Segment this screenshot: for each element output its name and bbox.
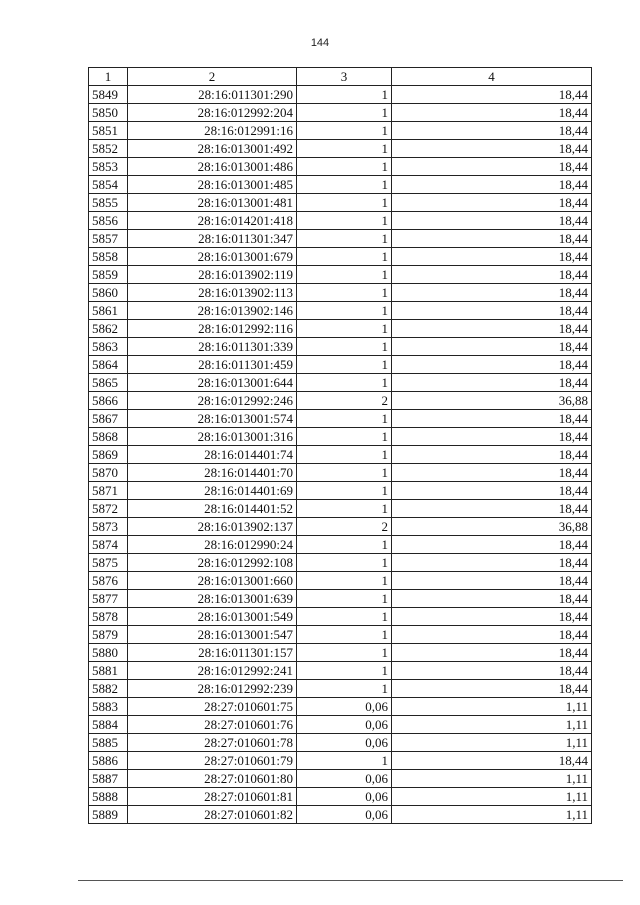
amount-cell: 18,44	[392, 356, 592, 374]
cadastral-number-cell: 28:16:012992:108	[128, 554, 297, 572]
quantity-cell: 0,06	[297, 716, 392, 734]
table-row	[89, 158, 592, 176]
cadastral-number-cell: 28:27:010601:76	[128, 716, 297, 734]
row-number-cell: 5854	[89, 176, 128, 194]
cadastral-number-cell: 28:27:010601:79	[128, 752, 297, 770]
amount-cell: 36,88	[392, 392, 592, 410]
row-number-cell: 5866	[89, 392, 128, 410]
row-number-cell: 5874	[89, 536, 128, 554]
cadastral-number-cell: 28:16:012992:241	[128, 662, 297, 680]
quantity-cell: 1	[297, 680, 392, 698]
table-row	[89, 86, 592, 104]
quantity-cell: 1	[297, 194, 392, 212]
quantity-cell: 0,06	[297, 698, 392, 716]
table-row	[89, 284, 592, 302]
quantity-cell: 0,06	[297, 770, 392, 788]
cadastral-number-cell: 28:16:011301:290	[128, 86, 297, 104]
amount-cell: 1,11	[392, 770, 592, 788]
amount-cell: 1,11	[392, 788, 592, 806]
amount-cell: 1,11	[392, 698, 592, 716]
amount-cell: 18,44	[392, 122, 592, 140]
cadastral-number-cell: 28:16:013902:137	[128, 518, 297, 536]
table-row	[89, 248, 592, 266]
row-number-cell: 5856	[89, 212, 128, 230]
amount-cell: 1,11	[392, 806, 592, 824]
quantity-cell: 1	[297, 608, 392, 626]
amount-cell: 18,44	[392, 248, 592, 266]
cadastral-number-cell: 28:16:014401:70	[128, 464, 297, 482]
quantity-cell: 1	[297, 86, 392, 104]
cadastral-number-cell: 28:16:011301:347	[128, 230, 297, 248]
cadastral-number-cell: 28:16:011301:459	[128, 356, 297, 374]
table-row	[89, 482, 592, 500]
row-number-cell: 5851	[89, 122, 128, 140]
quantity-cell: 0,06	[297, 788, 392, 806]
cadastral-number-cell: 28:16:013001:547	[128, 626, 297, 644]
amount-cell: 18,44	[392, 662, 592, 680]
amount-cell: 18,44	[392, 194, 592, 212]
table-body	[89, 86, 592, 824]
row-number-cell: 5858	[89, 248, 128, 266]
table-row	[89, 788, 592, 806]
quantity-cell: 0,06	[297, 734, 392, 752]
row-number-cell: 5886	[89, 752, 128, 770]
table-row	[89, 716, 592, 734]
column-header-4: 4	[392, 68, 592, 86]
quantity-cell: 1	[297, 320, 392, 338]
row-number-cell: 5863	[89, 338, 128, 356]
amount-cell: 18,44	[392, 230, 592, 248]
row-number-cell: 5882	[89, 680, 128, 698]
row-number-cell: 5881	[89, 662, 128, 680]
amount-cell: 36,88	[392, 518, 592, 536]
quantity-cell: 1	[297, 572, 392, 590]
amount-cell: 18,44	[392, 338, 592, 356]
cadastral-number-cell: 28:16:013001:639	[128, 590, 297, 608]
amount-cell: 18,44	[392, 482, 592, 500]
quantity-cell: 1	[297, 482, 392, 500]
cadastral-number-cell: 28:16:013902:119	[128, 266, 297, 284]
table-row	[89, 230, 592, 248]
quantity-cell: 1	[297, 662, 392, 680]
bottom-rule	[78, 880, 623, 881]
cadastral-number-cell: 28:16:012992:116	[128, 320, 297, 338]
table-row	[89, 266, 592, 284]
table-row	[89, 500, 592, 518]
row-number-cell: 5887	[89, 770, 128, 788]
header-row	[89, 68, 592, 86]
quantity-cell: 1	[297, 212, 392, 230]
cadastral-number-cell: 28:16:014401:69	[128, 482, 297, 500]
row-number-cell: 5864	[89, 356, 128, 374]
quantity-cell: 1	[297, 176, 392, 194]
row-number-cell: 5862	[89, 320, 128, 338]
quantity-cell: 1	[297, 284, 392, 302]
amount-cell: 18,44	[392, 446, 592, 464]
row-number-cell: 5876	[89, 572, 128, 590]
row-number-cell: 5861	[89, 302, 128, 320]
amount-cell: 18,44	[392, 176, 592, 194]
quantity-cell: 1	[297, 626, 392, 644]
quantity-cell: 1	[297, 374, 392, 392]
amount-cell: 18,44	[392, 536, 592, 554]
quantity-cell: 0,06	[297, 806, 392, 824]
amount-cell: 1,11	[392, 734, 592, 752]
row-number-cell: 5878	[89, 608, 128, 626]
quantity-cell: 1	[297, 554, 392, 572]
quantity-cell: 1	[297, 644, 392, 662]
amount-cell: 18,44	[392, 500, 592, 518]
amount-cell: 18,44	[392, 752, 592, 770]
table-row	[89, 446, 592, 464]
table-row	[89, 338, 592, 356]
table-row	[89, 662, 592, 680]
cadastral-number-cell: 28:16:011301:157	[128, 644, 297, 662]
table-row	[89, 536, 592, 554]
row-number-cell: 5888	[89, 788, 128, 806]
cadastral-number-cell: 28:16:013001:486	[128, 158, 297, 176]
cadastral-number-cell: 28:16:014201:418	[128, 212, 297, 230]
amount-cell: 18,44	[392, 644, 592, 662]
table-row	[89, 554, 592, 572]
cadastral-number-cell: 28:27:010601:80	[128, 770, 297, 788]
table-row	[89, 194, 592, 212]
table-row	[89, 752, 592, 770]
table-row	[89, 608, 592, 626]
quantity-cell: 1	[297, 140, 392, 158]
table-row	[89, 680, 592, 698]
row-number-cell: 5872	[89, 500, 128, 518]
quantity-cell: 1	[297, 338, 392, 356]
table-row	[89, 140, 592, 158]
row-number-cell: 5860	[89, 284, 128, 302]
cadastral-number-cell: 28:16:013001:481	[128, 194, 297, 212]
table-row	[89, 644, 592, 662]
table-row	[89, 122, 592, 140]
cadastral-number-cell: 28:16:014401:52	[128, 500, 297, 518]
cadastral-number-cell: 28:16:013001:574	[128, 410, 297, 428]
table-row	[89, 428, 592, 446]
table-row	[89, 770, 592, 788]
cadastral-number-cell: 28:16:013001:679	[128, 248, 297, 266]
table-row	[89, 590, 592, 608]
cadastral-number-cell: 28:27:010601:82	[128, 806, 297, 824]
amount-cell: 18,44	[392, 320, 592, 338]
row-number-cell: 5877	[89, 590, 128, 608]
amount-cell: 18,44	[392, 608, 592, 626]
quantity-cell: 1	[297, 266, 392, 284]
row-number-cell: 5879	[89, 626, 128, 644]
cadastral-number-cell: 28:16:012991:16	[128, 122, 297, 140]
table-row	[89, 392, 592, 410]
cadastral-number-cell: 28:16:013001:660	[128, 572, 297, 590]
row-number-cell: 5868	[89, 428, 128, 446]
row-number-cell: 5885	[89, 734, 128, 752]
row-number-cell: 5873	[89, 518, 128, 536]
cadastral-number-cell: 28:16:012990:24	[128, 536, 297, 554]
quantity-cell: 1	[297, 104, 392, 122]
amount-cell: 18,44	[392, 302, 592, 320]
table-row	[89, 698, 592, 716]
quantity-cell: 1	[297, 248, 392, 266]
table-row	[89, 320, 592, 338]
cadastral-number-cell: 28:27:010601:75	[128, 698, 297, 716]
quantity-cell: 1	[297, 536, 392, 554]
row-number-cell: 5869	[89, 446, 128, 464]
cadastral-number-cell: 28:27:010601:81	[128, 788, 297, 806]
amount-cell: 18,44	[392, 86, 592, 104]
quantity-cell: 1	[297, 590, 392, 608]
column-header-3: 3	[297, 68, 392, 86]
row-number-cell: 5880	[89, 644, 128, 662]
cadastral-number-cell: 28:16:012992:239	[128, 680, 297, 698]
row-number-cell: 5871	[89, 482, 128, 500]
row-number-cell: 5859	[89, 266, 128, 284]
cadastral-number-cell: 28:16:014401:74	[128, 446, 297, 464]
row-number-cell: 5857	[89, 230, 128, 248]
row-number-cell: 5853	[89, 158, 128, 176]
row-number-cell: 5850	[89, 104, 128, 122]
cadastral-number-cell: 28:16:012992:246	[128, 392, 297, 410]
row-number-cell: 5884	[89, 716, 128, 734]
row-number-cell: 5867	[89, 410, 128, 428]
amount-cell: 1,11	[392, 716, 592, 734]
amount-cell: 18,44	[392, 158, 592, 176]
table-row	[89, 806, 592, 824]
table-row	[89, 374, 592, 392]
row-number-cell: 5852	[89, 140, 128, 158]
quantity-cell: 2	[297, 392, 392, 410]
quantity-cell: 1	[297, 428, 392, 446]
quantity-cell: 1	[297, 752, 392, 770]
row-number-cell: 5849	[89, 86, 128, 104]
amount-cell: 18,44	[392, 554, 592, 572]
table-row	[89, 626, 592, 644]
amount-cell: 18,44	[392, 266, 592, 284]
quantity-cell: 1	[297, 446, 392, 464]
amount-cell: 18,44	[392, 626, 592, 644]
column-header-1: 1	[89, 68, 128, 86]
cadastral-number-cell: 28:16:013902:146	[128, 302, 297, 320]
amount-cell: 18,44	[392, 212, 592, 230]
row-number-cell: 5889	[89, 806, 128, 824]
table-row	[89, 212, 592, 230]
table-row	[89, 518, 592, 536]
cadastral-number-cell: 28:16:013001:492	[128, 140, 297, 158]
cadastral-number-cell: 28:16:013902:113	[128, 284, 297, 302]
table-row	[89, 176, 592, 194]
row-number-cell: 5855	[89, 194, 128, 212]
table-row	[89, 104, 592, 122]
amount-cell: 18,44	[392, 284, 592, 302]
amount-cell: 18,44	[392, 374, 592, 392]
cadastral-number-cell: 28:16:013001:485	[128, 176, 297, 194]
quantity-cell: 1	[297, 410, 392, 428]
row-number-cell: 5865	[89, 374, 128, 392]
cadastral-number-cell: 28:27:010601:78	[128, 734, 297, 752]
quantity-cell: 1	[297, 230, 392, 248]
quantity-cell: 1	[297, 500, 392, 518]
quantity-cell: 1	[297, 302, 392, 320]
quantity-cell: 1	[297, 158, 392, 176]
table-row	[89, 572, 592, 590]
amount-cell: 18,44	[392, 590, 592, 608]
data-table	[88, 67, 592, 824]
amount-cell: 18,44	[392, 104, 592, 122]
amount-cell: 18,44	[392, 464, 592, 482]
amount-cell: 18,44	[392, 410, 592, 428]
cadastral-number-cell: 28:16:013001:644	[128, 374, 297, 392]
table-row	[89, 410, 592, 428]
cadastral-number-cell: 28:16:013001:549	[128, 608, 297, 626]
quantity-cell: 2	[297, 518, 392, 536]
row-number-cell: 5875	[89, 554, 128, 572]
quantity-cell: 1	[297, 356, 392, 374]
cadastral-number-cell: 28:16:013001:316	[128, 428, 297, 446]
amount-cell: 18,44	[392, 680, 592, 698]
cadastral-number-cell: 28:16:011301:339	[128, 338, 297, 356]
amount-cell: 18,44	[392, 428, 592, 446]
amount-cell: 18,44	[392, 140, 592, 158]
row-number-cell: 5870	[89, 464, 128, 482]
row-number-cell: 5883	[89, 698, 128, 716]
table-row	[89, 734, 592, 752]
cadastral-number-cell: 28:16:012992:204	[128, 104, 297, 122]
quantity-cell: 1	[297, 122, 392, 140]
table-row	[89, 356, 592, 374]
column-header-2: 2	[128, 68, 297, 86]
table-row	[89, 302, 592, 320]
quantity-cell: 1	[297, 464, 392, 482]
amount-cell: 18,44	[392, 572, 592, 590]
table-row	[89, 464, 592, 482]
page-number: 144	[310, 37, 330, 49]
